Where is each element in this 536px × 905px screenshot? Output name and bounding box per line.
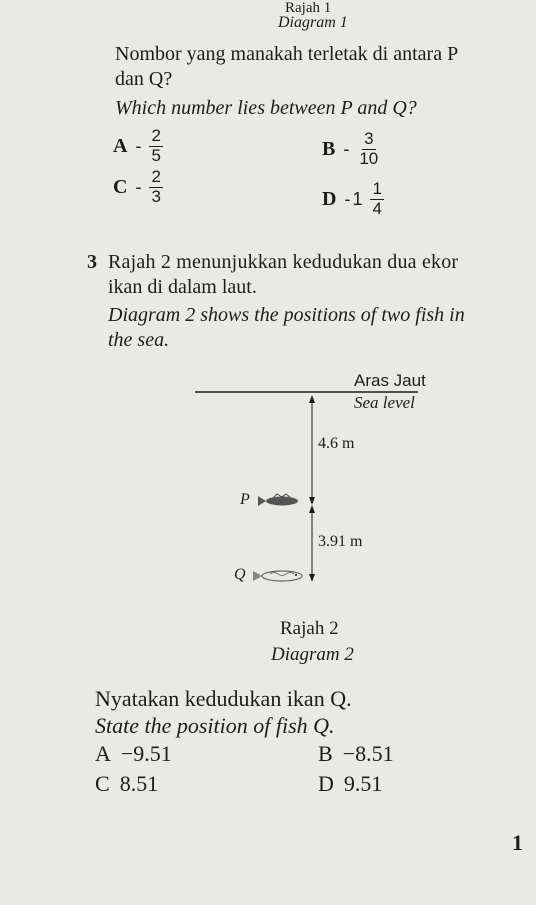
q3-prompt-english: State the position of fish Q. [95,713,335,738]
q3-number: 3 [87,251,97,273]
answer-value: −8.51 [342,741,394,766]
sea-level-english: Sea level [354,393,415,412]
option-letter: D [318,771,334,796]
q3-english-line1: Diagram 2 shows the positions of two fish in [108,304,465,326]
minus-sign: - [135,135,142,156]
numerator: 1 [372,179,382,198]
minus-sign: - [343,138,350,159]
whole-number: 1 [352,188,363,209]
header-diagram: Diagram 1 [278,14,348,31]
option-letter: A [95,741,111,766]
distance-label-bottom: 3.91 m [318,533,363,550]
q3-answer-b[interactable] [318,741,394,767]
q3-answer-a[interactable] [95,741,172,767]
arrowhead-down [309,497,315,505]
q2-malay-line2: dan Q? [115,68,173,90]
denominator: 5 [151,145,161,165]
answer-value: −9.51 [120,741,172,766]
fish-q-label: Q [234,566,246,583]
header-rajah: Rajah 1 [285,0,332,16]
option-letter: C [113,175,128,198]
arrowhead-down [309,574,315,582]
fish-p-icon [258,494,298,506]
page-number: 1 [512,830,523,855]
q2-malay-line1: Nombor yang manakah terletak di antara P [115,43,459,65]
q2-option-a[interactable] [113,127,163,165]
numerator: 2 [151,167,161,186]
sea-level-malay: Aras Jaut [354,371,426,390]
minus-sign: - [344,188,351,209]
numerator: 3 [364,129,374,148]
q3-answer-d[interactable] [318,771,382,797]
arrowhead-up [309,505,315,513]
fraction [370,180,383,218]
answer-value: 9.51 [343,771,383,796]
distance-label-top: 4.6 m [318,435,355,452]
q2-option-d[interactable] [322,180,384,218]
q2-option-c[interactable] [113,168,163,206]
option-letter: C [95,771,110,796]
fraction [149,127,162,165]
answer-value: 8.51 [119,771,159,796]
denominator: 4 [372,198,382,218]
q3-malay-line1: Rajah 2 menunjukkan kedudukan dua ekor [108,251,459,273]
fraction [149,168,162,206]
q3-english-line2: the sea. [108,329,170,351]
fraction [357,130,380,168]
numerator: 2 [151,126,161,145]
q3-answer-c[interactable] [95,771,158,797]
option-letter: A [113,134,128,157]
q3-malay-line2: ikan di dalam laut. [108,276,257,298]
arrowhead-up [309,395,315,403]
denominator: 3 [151,186,161,206]
fish-diagram [0,360,536,600]
q3-prompt-malay: Nyatakan kedudukan ikan Q. [95,686,352,711]
option-letter: D [322,187,337,210]
q2-option-b[interactable] [322,130,380,168]
minus-sign: - [135,176,142,197]
fish-p-label: P [240,491,250,508]
option-letter: B [322,137,336,160]
denominator: 10 [359,148,379,168]
diagram-caption-malay: Rajah 2 [280,618,339,639]
fish-q-icon [253,571,302,581]
option-letter: B [318,741,333,766]
diagram-caption-english: Diagram 2 [271,644,354,665]
q2-english: Which number lies between P and Q? [115,97,417,119]
